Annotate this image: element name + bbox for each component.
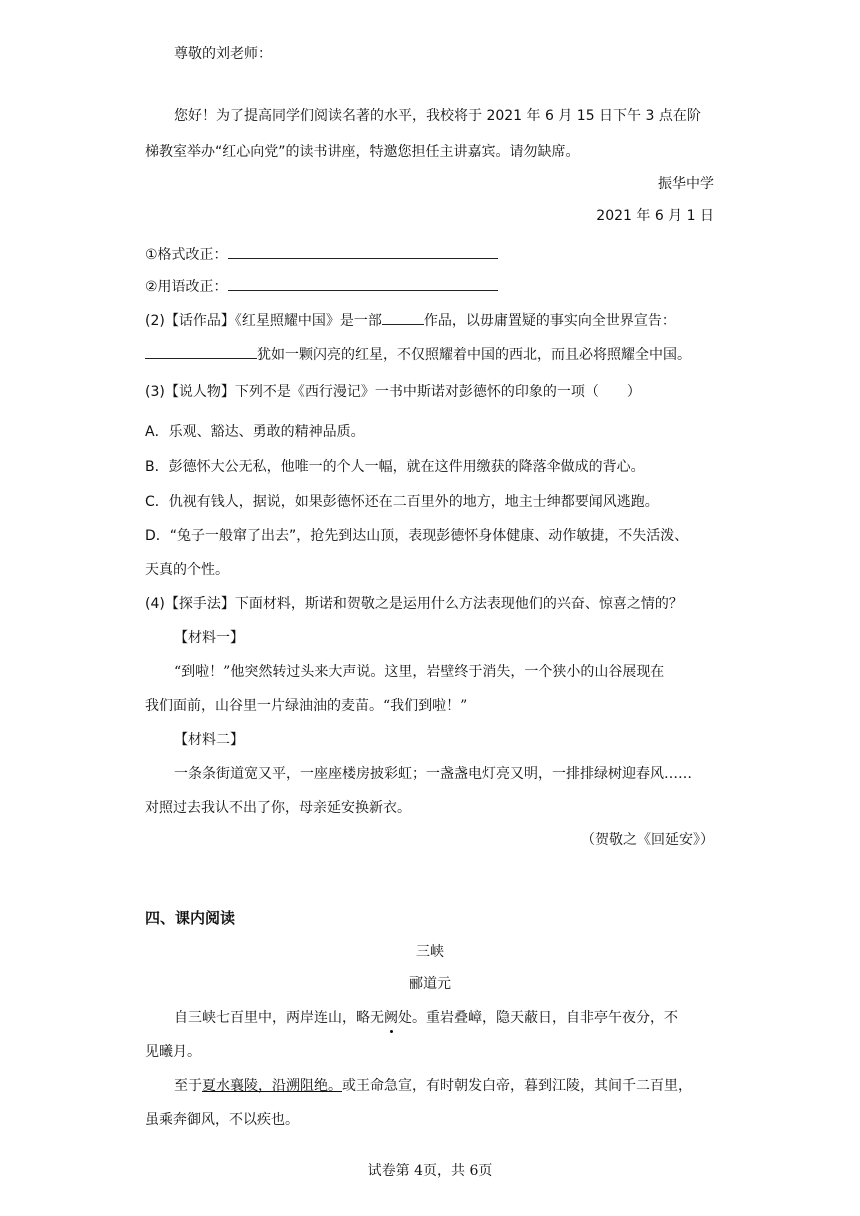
passage-p1-line1 xyxy=(174,1008,678,1028)
material2-source: （贺敬之《回延安》） xyxy=(581,832,714,848)
material1-line1: “到啦！”他突然转过头来大声说。这里，岩壁终于消失，一个狭小的山谷展现在 xyxy=(174,664,665,680)
material1-title: 【材料一】 xyxy=(174,630,244,646)
q3-option-d-line2: 天真的个性。 xyxy=(145,562,229,578)
wording-correction-label: ②用语改正： xyxy=(145,279,228,295)
letter-signer: 振华中学 xyxy=(658,176,714,192)
passage-p2-line2: 虽乘奔御风，不以疾也。 xyxy=(145,1112,299,1128)
q2-line1 xyxy=(145,310,676,331)
material1-line2: 我们面前，山谷里一片绿油油的麦苗。“我们到啦！” xyxy=(145,698,468,714)
passage-p2-line1 xyxy=(174,1076,692,1096)
q3-stem: (3)【说人物】下列不是《西行漫记》一书中斯诺对彭德怀的印象的一项（ ） xyxy=(145,384,641,400)
letter-salutation: 尊敬的刘老师： xyxy=(174,46,272,62)
p2-underlined-phrase: 夏水襄陵，沿溯阻绝。 xyxy=(202,1078,342,1094)
q2-text-a: (2)【话作品】《红星照耀中国》是一部 xyxy=(145,313,382,329)
letter-body-line1: 您好！为了提高同学们阅读名著的水平，我校将于 2021 年 6 月 15 日下午 3 点在阶 xyxy=(174,108,701,124)
page-footer: 试卷第 4页，共 6页 xyxy=(367,1163,493,1179)
q2-genre-blank[interactable] xyxy=(382,310,424,325)
material2-line1: 一条条街道宽又平，一座座楼房披彩虹；一盏盏电灯亮又明，一排排绿树迎春风…… xyxy=(174,766,692,782)
letter-date: 2021 年 6 月 1 日 xyxy=(596,208,714,224)
letter-body-line2: 梯教室举办“红心向党”的读书讲座，特邀您担任主讲嘉宾。请勿缺席。 xyxy=(145,144,580,160)
format-correction-row xyxy=(145,244,498,265)
wording-correction-row xyxy=(145,276,498,297)
q2-line2 xyxy=(145,344,691,365)
passage-author: 郦道元 xyxy=(409,976,451,992)
material2-line2: 对照过去我认不出了你，母亲延安换新衣。 xyxy=(145,800,411,816)
section4-heading: 四、课内阅读 xyxy=(145,909,236,927)
format-correction-blank[interactable] xyxy=(228,244,498,259)
p1-text-b: 处。重岩叠嶂，隐天蔽日，自非亭午夜分，不 xyxy=(398,1010,678,1026)
q2-text-c: 犹如一颗闪亮的红星，不仅照耀着中国的西北，而且必将照耀全中国。 xyxy=(257,347,691,363)
p1-dotted-char: 阙 xyxy=(384,1010,398,1026)
format-correction-label: ①格式改正： xyxy=(145,247,228,263)
q2-text-b: 作品，以毋庸置疑的事实向全世界宣告： xyxy=(423,313,676,329)
q3-option-d-line1[interactable]: D．“兔子一般窜了出去”，抢先到达山顶，表现彭德怀身体健康、动作敏捷，不失活泼、 xyxy=(145,528,689,544)
p2-text-a: 至于 xyxy=(174,1078,202,1094)
q2-quote-blank[interactable] xyxy=(145,344,257,359)
q3-option-b[interactable]: B．彭德怀大公无私，他唯一的个人一幅，就在这件用缴获的降落伞做成的背心。 xyxy=(145,459,645,475)
p2-text-b: 或王命急宣，有时朝发白帝，暮到江陵，其间千二百里， xyxy=(342,1078,692,1094)
q4-stem: (4)【探手法】下面材料，斯诺和贺敬之是运用什么方法表现他们的兴奋、惊喜之情的？ xyxy=(145,596,683,612)
material2-title: 【材料二】 xyxy=(174,732,244,748)
wording-correction-blank[interactable] xyxy=(228,276,498,291)
q3-option-c[interactable]: C．仇视有钱人，据说，如果彭德怀还在二百里外的地方，地主士绅都要闻风逃跑。 xyxy=(145,494,659,510)
passage-title: 三峡 xyxy=(416,944,444,960)
q3-option-a[interactable]: A．乐观、豁达、勇敢的精神品质。 xyxy=(145,424,365,440)
passage-p1-line2: 见曦月。 xyxy=(145,1044,201,1060)
p1-text-a: 自三峡七百里中，两岸连山，略无 xyxy=(174,1010,384,1026)
